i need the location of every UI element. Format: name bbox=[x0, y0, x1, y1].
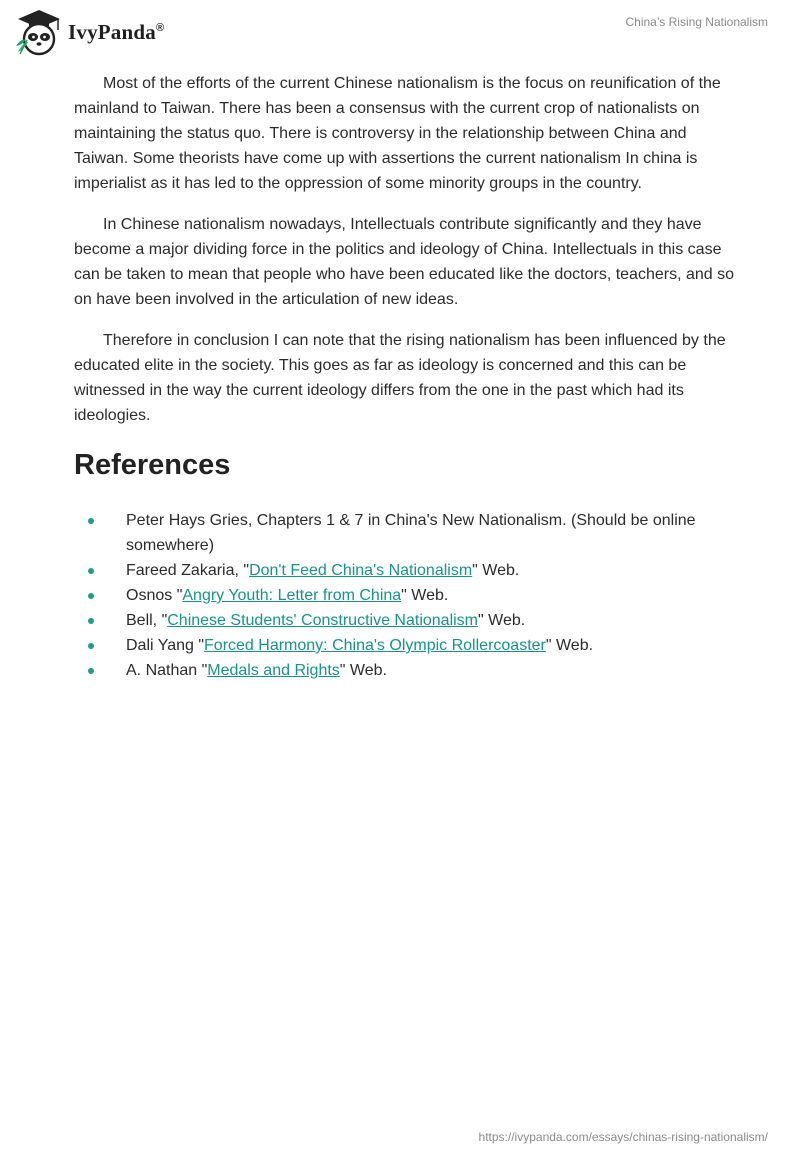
reference-text: Peter Hays Gries, Chapters 1 & 7 in China's New Nationalism. (Should be online somewhere) bbox=[126, 512, 696, 554]
reference-suffix: " Web. bbox=[401, 587, 449, 604]
bullet-icon bbox=[88, 568, 94, 574]
reference-text: Bell, " bbox=[126, 612, 168, 629]
bullet-icon bbox=[88, 518, 94, 524]
reference-text: Fareed Zakaria, " bbox=[126, 562, 250, 579]
page-header bbox=[0, 0, 800, 64]
reference-item bbox=[74, 608, 734, 633]
reference-text: Dali Yang " bbox=[126, 637, 205, 654]
reference-item bbox=[74, 633, 734, 658]
reference-item bbox=[74, 558, 734, 583]
footer-url[interactable]: https://ivypanda.com/essays/chinas-rising-nationalism/ bbox=[478, 1130, 768, 1144]
reference-link[interactable]: Don't Feed China's Nationalism bbox=[249, 562, 473, 579]
panda-logo-icon bbox=[14, 8, 64, 56]
reference-item bbox=[74, 508, 734, 558]
body-paragraph-1: Most of the efforts of the current Chinese nationalism is the focus on reunification of the mainland to Taiwan. There has been a consensus with the current crop of nationalists on maintaining the status quo. There is controversy in the relationship between China and Taiwan. Some theorists have come up with assertions the current nationalism In china is imperialist as it has led to the oppression of some minority groups in the country. bbox=[74, 75, 721, 192]
reference-suffix: " Web. bbox=[339, 662, 387, 679]
running-title: China’s Rising Nationalism bbox=[625, 15, 768, 29]
registered-mark: ® bbox=[155, 21, 165, 34]
reference-link[interactable]: Forced Harmony: China's Olympic Rollercoaster bbox=[204, 637, 546, 654]
reference-link[interactable]: Chinese Students' Constructive Nationalism bbox=[167, 612, 479, 629]
logo-text: IvyPanda bbox=[68, 19, 156, 44]
bullet-icon bbox=[88, 643, 94, 649]
essay-content bbox=[74, 71, 734, 683]
reference-suffix: " Web. bbox=[545, 637, 594, 654]
reference-text: A. Nathan " bbox=[126, 662, 208, 679]
ivypanda-logo[interactable] bbox=[14, 8, 164, 56]
body-paragraph-3: Therefore in conclusion I can note that the rising nationalism has been influenced by the educated elite in the society. This goes as far as ideology is concerned and this can be witnessed in the way the current ideology differs from the one in the past which had its ideologies. bbox=[74, 332, 726, 424]
body-paragraph-2: In Chinese nationalism nowadays, Intellectuals contribute significantly and they have become a major dividing force in the politics and ideology of China. Intellectuals in this case can be taken to mean that people who have been educated like the doctors, teachers, and so on have been involved in the articulation of new ideas. bbox=[74, 216, 735, 308]
reference-suffix: " Web. bbox=[478, 612, 526, 629]
reference-item bbox=[74, 658, 734, 683]
references-list bbox=[74, 508, 734, 683]
logo-wordmark bbox=[68, 20, 164, 45]
reference-suffix: " Web. bbox=[472, 562, 520, 579]
bullet-icon bbox=[88, 618, 94, 624]
reference-text: Osnos " bbox=[126, 587, 183, 604]
reference-item bbox=[74, 583, 734, 608]
bullet-icon bbox=[88, 593, 94, 599]
references-heading: References bbox=[74, 449, 231, 481]
reference-link[interactable]: Medals and Rights bbox=[207, 662, 340, 679]
bullet-icon bbox=[88, 668, 94, 674]
reference-link[interactable]: Angry Youth: Letter from China bbox=[182, 587, 402, 604]
